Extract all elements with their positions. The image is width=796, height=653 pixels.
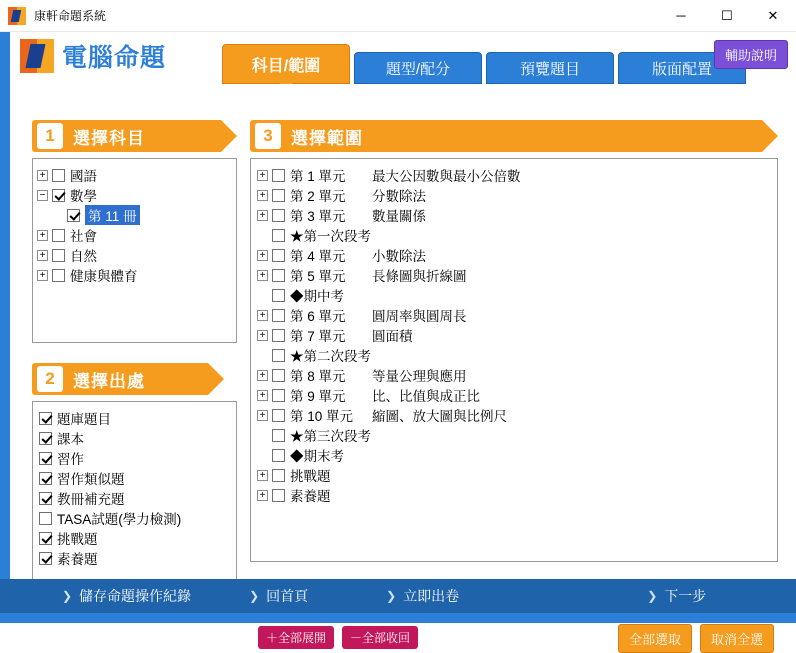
chevron-right-icon: ❯ — [249, 589, 260, 603]
range-checkbox[interactable] — [272, 449, 285, 462]
expand-icon[interactable]: + — [257, 330, 268, 341]
subject-section-banner — [32, 120, 221, 152]
range-row-exam[interactable] — [257, 445, 771, 465]
tree-action-buttons — [258, 626, 418, 649]
deselect-all-button[interactable]: 取消全選 — [700, 624, 774, 653]
source-step-number: 2 — [37, 366, 63, 392]
source-item-label: TASA試題(學力檢測) — [57, 512, 182, 527]
source-item-label: 素養題 — [57, 552, 98, 567]
select-all-button[interactable]: 全部選取 — [618, 624, 692, 653]
source-checkbox[interactable] — [39, 472, 52, 485]
range-unit-title: 縮圖、放大圖與比例尺 — [372, 409, 507, 424]
subject-item-health-pe[interactable] — [37, 265, 232, 285]
banner-arrow-icon — [208, 363, 224, 395]
range-row-exam[interactable] — [257, 225, 771, 245]
chevron-right-icon: ❯ — [386, 589, 397, 603]
subject-item-book11[interactable] — [37, 205, 232, 225]
source-item-tasa[interactable] — [39, 508, 230, 528]
range-row[interactable] — [257, 165, 771, 185]
footer-generate-paper-label: 立即出卷 — [403, 588, 460, 604]
source-item-challenge[interactable] — [39, 528, 230, 548]
range-unit-title: 分數除法 — [372, 189, 426, 204]
expand-icon[interactable]: + — [257, 310, 268, 321]
source-item-workbook[interactable] — [39, 448, 230, 468]
source-section-banner — [32, 363, 208, 395]
subject-item-math[interactable] — [37, 185, 232, 205]
range-row[interactable] — [257, 365, 771, 385]
source-item-label: 題庫題目 — [57, 412, 111, 427]
banner-arrow-icon — [762, 120, 778, 152]
left-column — [32, 120, 237, 599]
range-checkbox[interactable] — [272, 329, 285, 342]
subject-checkbox[interactable] — [52, 189, 65, 202]
expand-spacer-icon — [257, 450, 268, 461]
range-unit: ◆期中考 — [290, 289, 344, 304]
footer-bar — [0, 579, 796, 613]
subject-section-title: 選擇科目 — [73, 128, 145, 148]
range-unit: ★第一次段考 — [290, 229, 371, 244]
expand-icon[interactable]: + — [257, 470, 268, 481]
range-unit-title: 比、比值與成正比 — [372, 389, 480, 404]
range-checkbox[interactable] — [272, 249, 285, 262]
range-row[interactable] — [257, 405, 771, 425]
range-row-exam[interactable] — [257, 345, 771, 365]
main-tabs — [222, 37, 750, 84]
range-unit: 第 4 單元 — [290, 249, 346, 264]
expand-icon[interactable]: + — [257, 370, 268, 381]
expand-spacer-icon — [257, 230, 268, 241]
expand-spacer-icon — [257, 430, 268, 441]
range-unit: 第 7 單元 — [290, 329, 346, 344]
expand-icon[interactable]: + — [37, 230, 48, 241]
maximize-button[interactable]: ☐ — [721, 7, 733, 23]
brand-logo — [20, 38, 166, 74]
range-checkbox[interactable] — [272, 229, 285, 242]
range-checkbox[interactable] — [272, 289, 285, 302]
footer-save-log-label: 儲存命題操作紀錄 — [79, 588, 192, 604]
subject-item-label: 第 11 冊 — [85, 205, 140, 225]
range-row[interactable] — [257, 245, 771, 265]
source-item-bank[interactable] — [39, 408, 230, 428]
range-unit-title: 長條圖與折線圖 — [372, 269, 467, 284]
range-unit: 第 5 單元 — [290, 269, 346, 284]
range-unit: ◆期末考 — [290, 449, 344, 464]
source-checkbox[interactable] — [39, 532, 52, 545]
source-checkbox[interactable] — [39, 412, 52, 425]
subject-item-label: 社會 — [70, 229, 97, 244]
expand-icon[interactable]: + — [37, 270, 48, 281]
selection-action-buttons — [618, 624, 774, 653]
chevron-right-icon: ❯ — [647, 589, 658, 603]
right-column — [250, 120, 778, 562]
range-row[interactable] — [257, 305, 771, 325]
source-item-label: 習作類似題 — [57, 472, 125, 487]
subject-item-chinese[interactable] — [37, 165, 232, 185]
expand-spacer-icon — [257, 290, 268, 301]
footer-save-log[interactable] — [62, 586, 191, 606]
collapse-all-button[interactable]: －全部收回 — [342, 626, 418, 649]
source-list[interactable] — [32, 401, 237, 599]
range-unit-title: 最大公因數與最小公倍數 — [372, 169, 521, 184]
range-unit-title: 圓面積 — [372, 329, 413, 344]
chevron-right-icon: ❯ — [62, 589, 73, 603]
footer-next-step[interactable] — [647, 586, 706, 606]
range-unit-title: 數量關係 — [372, 209, 426, 224]
expand-icon[interactable]: + — [257, 390, 268, 401]
app-logo-icon — [8, 7, 26, 25]
range-unit: 第 10 單元 — [290, 409, 354, 424]
expand-icon[interactable]: + — [37, 250, 48, 261]
range-row-exam[interactable] — [257, 285, 771, 305]
range-unit: 挑戰題 — [290, 469, 331, 484]
source-checkbox[interactable] — [39, 452, 52, 465]
range-unit: 第 2 單元 — [290, 189, 346, 204]
expand-icon[interactable]: + — [257, 410, 268, 421]
tab-question-type[interactable]: 題型/配分 — [354, 52, 482, 84]
expand-icon[interactable]: + — [257, 190, 268, 201]
range-unit: 第 6 單元 — [290, 309, 346, 324]
subject-item-label: 健康與體育 — [70, 269, 138, 284]
source-checkbox[interactable] — [39, 492, 52, 505]
close-button[interactable]: ✕ — [767, 7, 779, 23]
source-item-textbook[interactable] — [39, 428, 230, 448]
range-unit-title: 小數除法 — [372, 249, 426, 264]
range-row[interactable] — [257, 185, 771, 205]
range-section-banner — [250, 120, 762, 152]
source-item-literacy[interactable] — [39, 548, 230, 568]
footer-home-label: 回首頁 — [266, 588, 309, 604]
expand-icon[interactable]: + — [257, 250, 268, 261]
range-checkbox[interactable] — [272, 469, 285, 482]
range-checkbox[interactable] — [272, 309, 285, 322]
subject-checkbox[interactable] — [67, 209, 80, 222]
range-unit-title: 圓周率與圓周長 — [372, 309, 467, 324]
footer-home[interactable] — [249, 586, 308, 606]
range-checkbox[interactable] — [272, 429, 285, 442]
subject-checkbox[interactable] — [52, 249, 65, 262]
subject-tree[interactable] — [32, 158, 237, 343]
range-checkbox[interactable] — [272, 389, 285, 402]
range-checkbox[interactable] — [272, 489, 285, 502]
subject-step-number: 1 — [37, 123, 63, 149]
range-tree[interactable] — [250, 158, 778, 562]
range-row[interactable] — [257, 325, 771, 345]
brand-logo-icon — [20, 39, 54, 73]
expand-all-button[interactable]: ＋全部展開 — [258, 626, 334, 649]
expand-icon[interactable]: + — [257, 490, 268, 501]
range-unit: 第 9 單元 — [290, 389, 346, 404]
banner-arrow-icon — [221, 120, 237, 152]
range-row[interactable] — [257, 485, 771, 505]
range-section-title: 選擇範圍 — [291, 128, 363, 148]
app-frame-inner — [10, 32, 796, 647]
subject-item-social[interactable] — [37, 225, 232, 245]
range-unit-title: 等量公理與應用 — [372, 369, 467, 384]
subject-checkbox[interactable] — [52, 269, 65, 282]
app-frame — [0, 32, 796, 647]
window-title: 康軒命題系統 — [34, 9, 107, 23]
main-content — [10, 84, 796, 647]
collapse-icon[interactable]: − — [37, 190, 48, 201]
source-item-label: 教冊補充題 — [57, 492, 125, 507]
range-row[interactable] — [257, 265, 771, 285]
range-checkbox[interactable] — [272, 409, 285, 422]
expand-spacer-icon — [257, 350, 268, 361]
source-section-title: 選擇出處 — [73, 371, 145, 391]
window-titlebar — [0, 0, 796, 32]
tab-layout[interactable]: 版面配置 — [618, 52, 746, 84]
tab-subject-range[interactable]: 科目/範圍 — [222, 44, 350, 84]
expand-icon[interactable]: + — [37, 170, 48, 181]
source-item-teacher-supplement[interactable] — [39, 488, 230, 508]
range-checkbox[interactable] — [272, 369, 285, 382]
source-checkbox[interactable] — [39, 552, 52, 565]
range-unit: 第 3 單元 — [290, 209, 346, 224]
expand-spacer-icon — [52, 210, 63, 221]
range-checkbox[interactable] — [272, 209, 285, 222]
range-checkbox[interactable] — [272, 349, 285, 362]
subject-checkbox[interactable] — [52, 229, 65, 242]
range-step-number: 3 — [255, 123, 281, 149]
range-checkbox[interactable] — [272, 189, 285, 202]
range-unit: ★第二次段考 — [290, 349, 371, 364]
expand-icon[interactable]: + — [257, 210, 268, 221]
range-unit: 第 8 單元 — [290, 369, 346, 384]
app-header — [10, 32, 796, 84]
subject-item-label: 數學 — [70, 189, 97, 204]
subject-item-label: 自然 — [70, 249, 97, 264]
range-checkbox[interactable] — [272, 169, 285, 182]
brand-logo-text: 電腦命題 — [62, 43, 167, 72]
source-item-label: 習作 — [57, 452, 84, 467]
footer-next-step-label: 下一步 — [664, 588, 707, 604]
source-item-label: 挑戰題 — [57, 532, 98, 547]
tab-preview[interactable]: 預覽題目 — [486, 52, 614, 84]
footer-generate-paper[interactable] — [386, 586, 459, 606]
minimize-button[interactable]: ─ — [676, 8, 686, 23]
range-checkbox[interactable] — [272, 269, 285, 282]
range-row[interactable] — [257, 385, 771, 405]
range-unit: 素養題 — [290, 489, 331, 504]
range-row[interactable] — [257, 465, 771, 485]
source-checkbox[interactable] — [39, 512, 52, 525]
expand-icon[interactable]: + — [257, 170, 268, 181]
range-unit: 第 1 單元 — [290, 169, 346, 184]
source-item-workbook-similar[interactable] — [39, 468, 230, 488]
help-button[interactable]: 輔助說明 — [714, 40, 788, 69]
source-item-label: 課本 — [57, 432, 84, 447]
range-row[interactable] — [257, 205, 771, 225]
range-row-exam[interactable] — [257, 425, 771, 445]
source-checkbox[interactable] — [39, 432, 52, 445]
expand-icon[interactable]: + — [257, 270, 268, 281]
range-unit: ★第三次段考 — [290, 429, 371, 444]
subject-item-label: 國語 — [70, 169, 97, 184]
subject-item-science[interactable] — [37, 245, 232, 265]
subject-checkbox[interactable] — [52, 169, 65, 182]
